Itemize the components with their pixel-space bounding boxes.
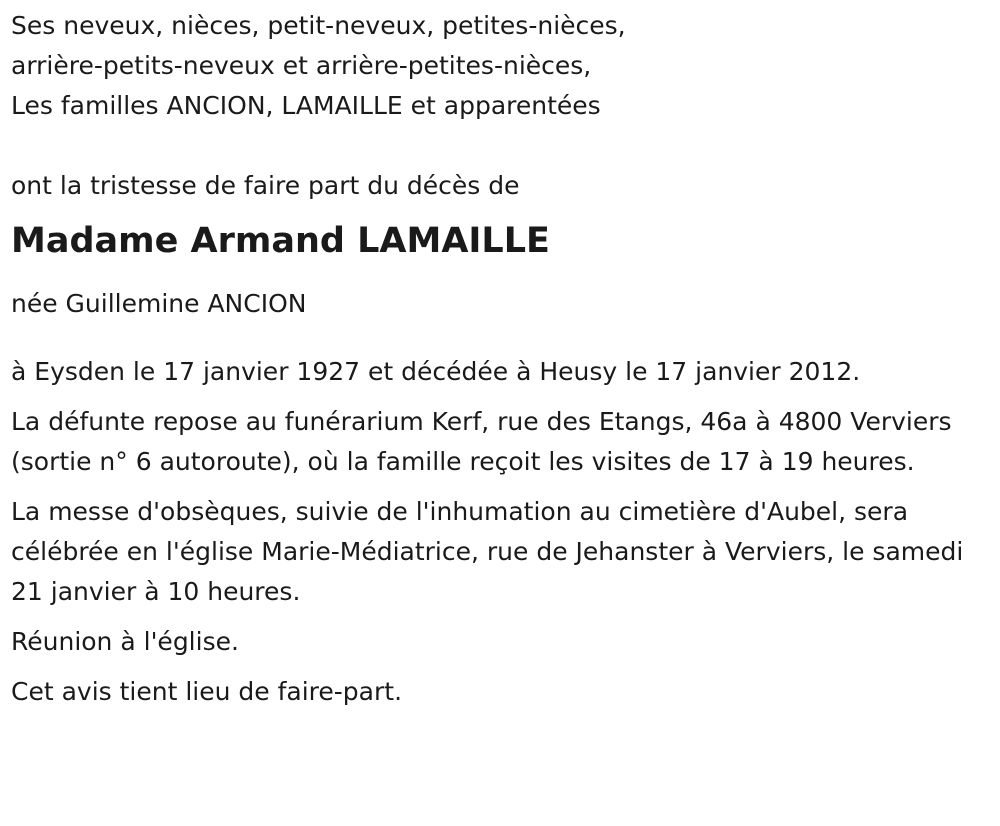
announcement-text: ont la tristesse de faire part du décès de [11,171,520,200]
spacer [11,126,986,166]
maiden-name: née Guillemine ANCION [11,289,307,318]
intro-line: arrière-petits-neveux et arrière-petites-nièces, [11,51,592,80]
gathering-details: Réunion à l'église. [11,627,239,656]
funeral-mass-details: La messe d'obsèques, suivie de l'inhumation au cimetière d'Aubel, sera célébrée en l'église Marie-Médiatrice, rue de Jehanster à Verviers, le samedi 21 janvier à 10 heures. [11,497,964,606]
intro-line: Ses neveux, nièces, petit-neveux, petites-nièces, [11,11,626,40]
funeral-home-details: La défunte repose au funérarium Kerf, rue des Etangs, 46a à 4800 Verviers (sortie n° 6 autoroute), où la famille reçoit les visites de 17 à 19 heures. [11,407,952,476]
birth-death-details: à Eysden le 17 janvier 1927 et décédée à Heusy le 17 janvier 2012. [11,357,861,386]
death-notice [11,6,986,722]
family-intro [11,6,986,126]
deceased-name: Madame Armand LAMAILLE [11,221,550,261]
spacer [11,264,986,284]
spacer [11,324,986,352]
intro-line: Les familles ANCION, LAMAILLE et apparentées [11,91,601,120]
closing-note: Cet avis tient lieu de faire-part. [11,677,403,706]
